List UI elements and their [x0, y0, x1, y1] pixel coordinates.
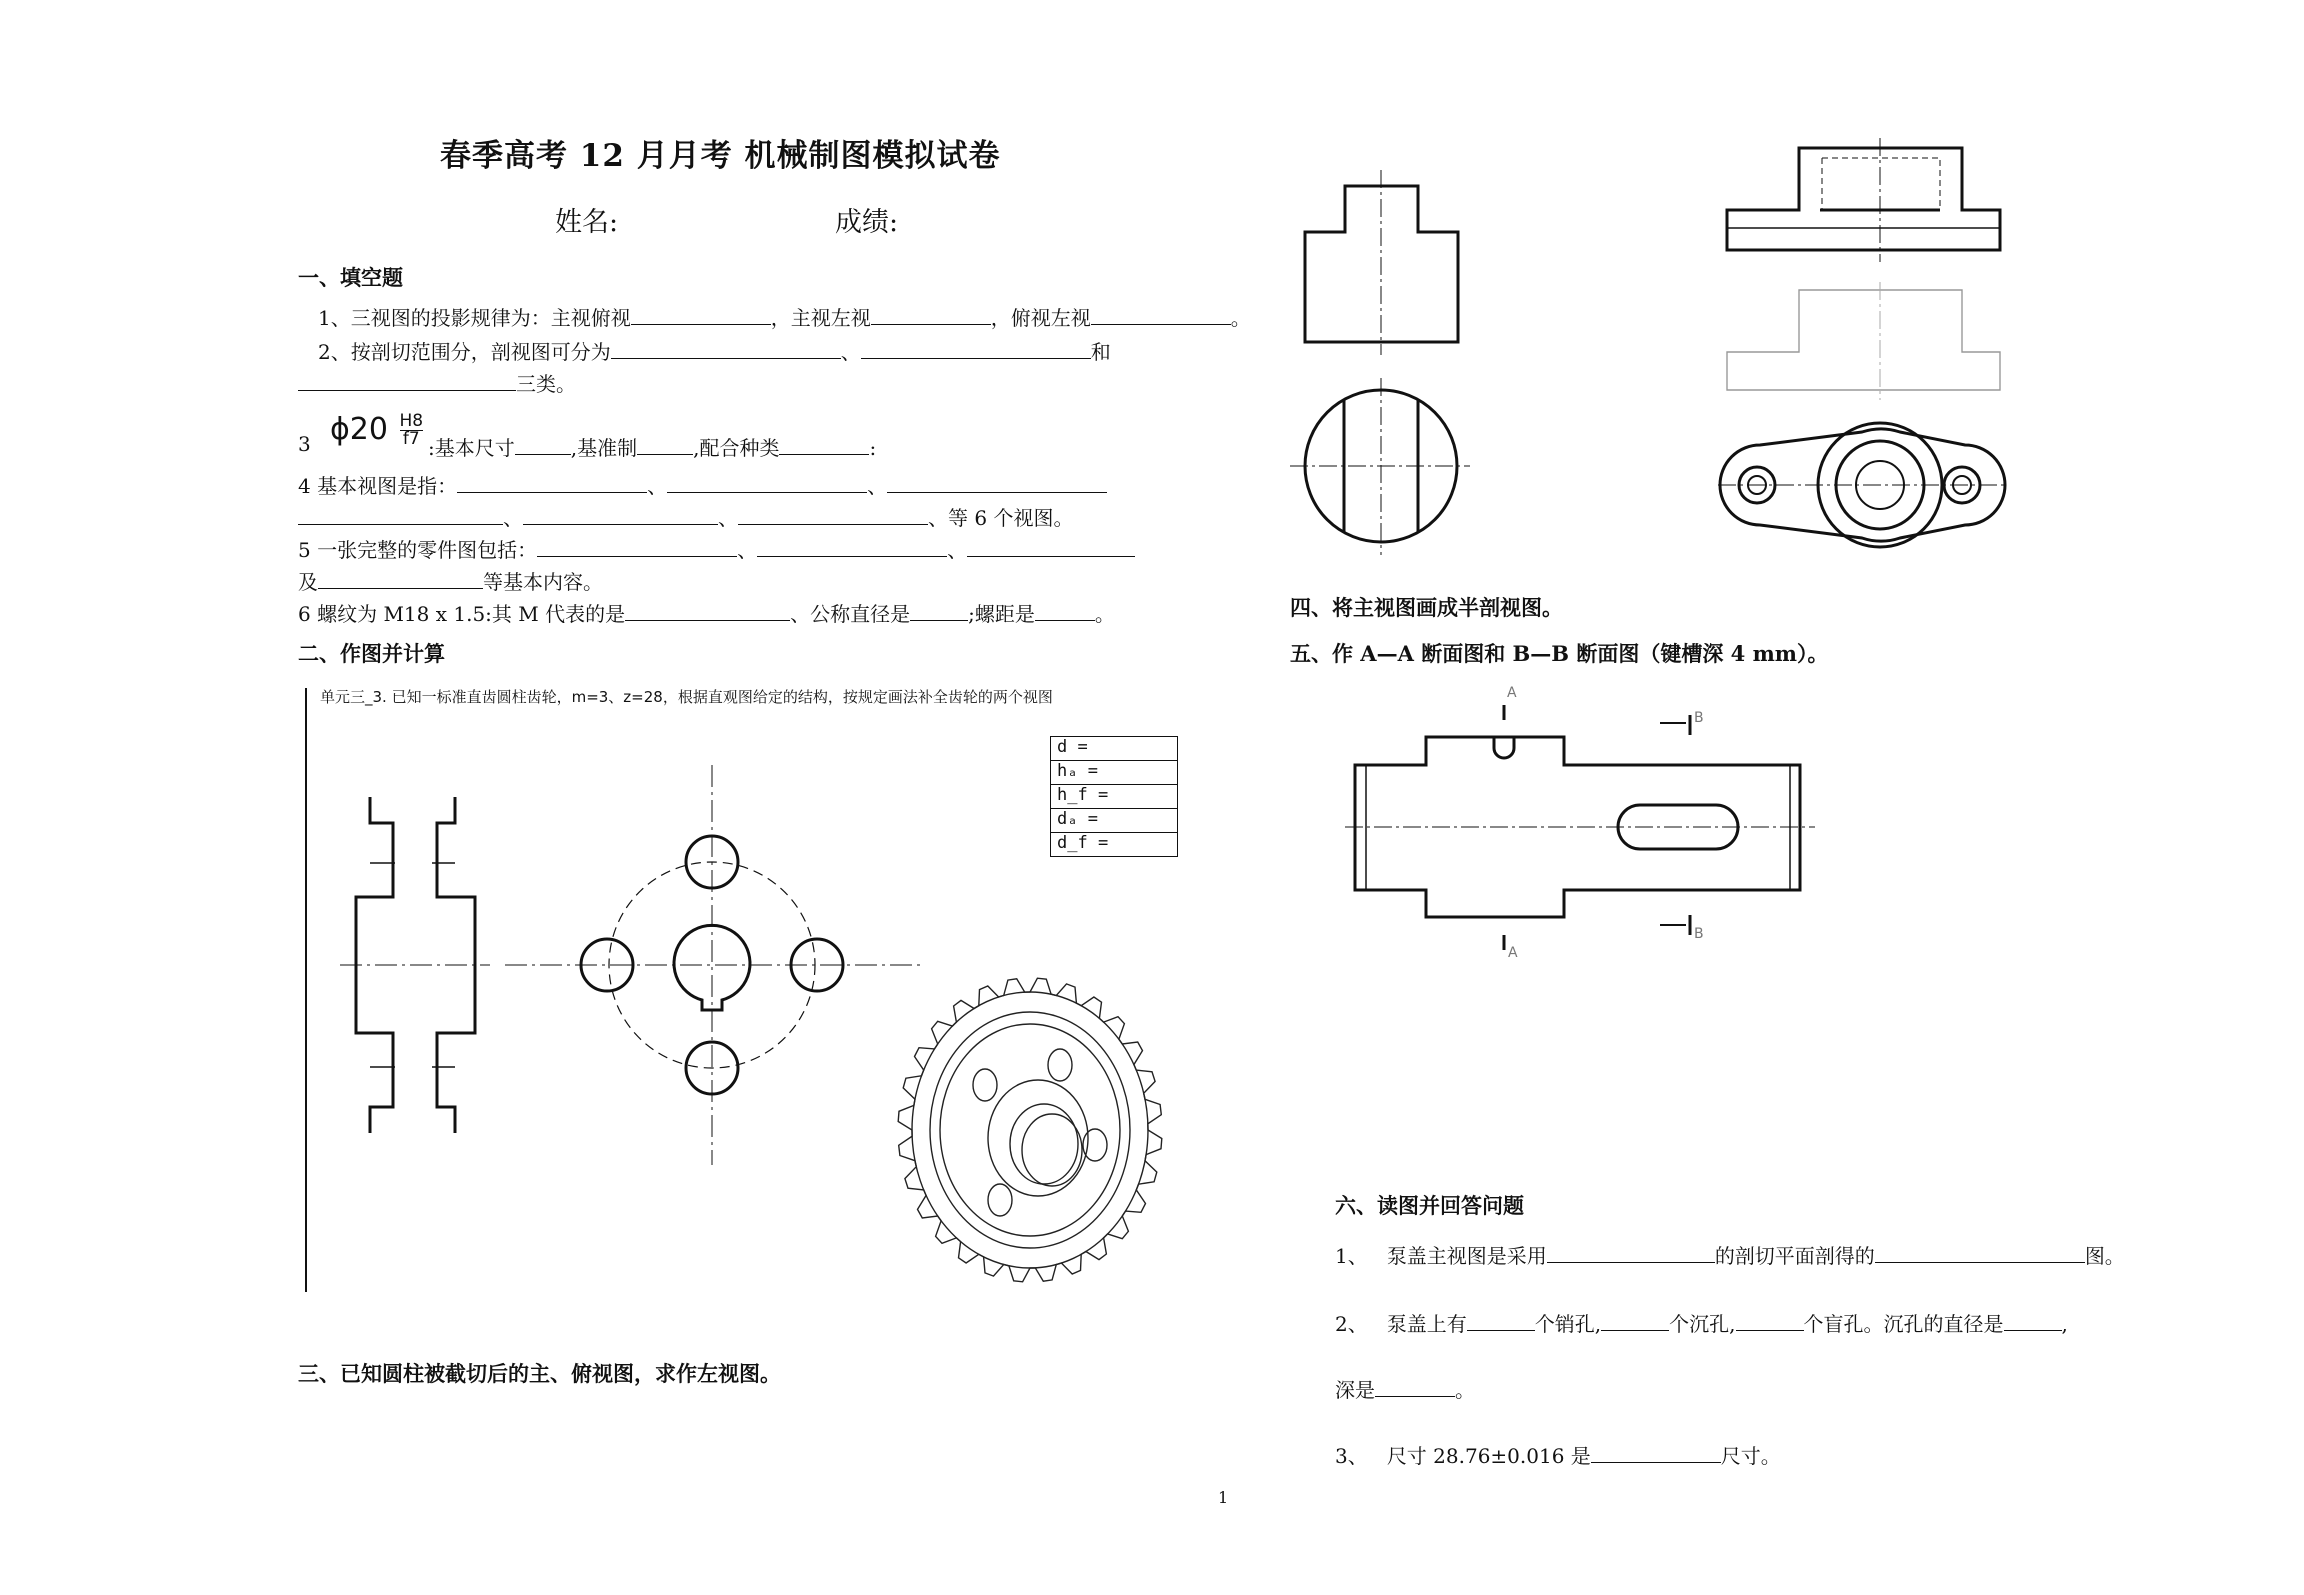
score-label: 成绩: [835, 207, 899, 238]
section5-heading: 五、作 A—A 断面图和 B—B 断面图（键槽深 4 mm）。 [1290, 641, 1829, 666]
question-1-3-num: 3 [298, 432, 311, 456]
gear-left-view [505, 765, 920, 1165]
section-label-a-top: A [1507, 685, 1517, 701]
page-title: 春季高考 12 月月考 机械制图模拟试卷 [440, 138, 1001, 174]
question-1-4-cont: 、 、 、等 6 个视图。 [298, 502, 1073, 531]
question-1-5-cont: 及 等基本内容。 [298, 570, 603, 594]
question-6-1: 1、 泵盖主视图是采用 的剖切平面剖得的 图。 [1335, 1244, 2125, 1268]
section-label-b-bottom: B [1694, 926, 1704, 942]
question-1-6: 6 螺纹为 M18 x 1.5:其 M 代表的是 、公称直径是 ;螺距是 。 [298, 602, 1115, 626]
gear-isometric-illustration [898, 978, 1162, 1282]
question-1-2: 2、按剖切范围分，剖视图可分为 、 和 [318, 340, 1111, 364]
section1-heading: 一、填空题 [298, 265, 403, 290]
cylinder-cut-views [1290, 170, 1470, 555]
shaft-drawing [1345, 705, 1815, 950]
question-1-5: 5 一张完整的零件图包括： 、 、 [298, 534, 1135, 563]
question-1-2-cont: 三类。 [298, 368, 576, 397]
question-6-2: 2、 泵盖上有 个销孔, 个沉孔, 个盲孔。沉孔的直径是 , [1335, 1312, 2068, 1336]
gear-problem-caption: 单元三_3. 已知一标准直齿圆柱齿轮，m=3、z=28，根据直观图给定的结构，按规定画法补全齿轮的两个视图 [320, 688, 1053, 706]
section2-heading: 二、作图并计算 [298, 641, 445, 666]
page-number: 1 [1218, 1488, 1229, 1507]
table-row[interactable]: h_f = [1050, 784, 1178, 808]
section6-heading: 六、读图并回答问题 [1335, 1193, 1524, 1218]
table-row[interactable]: d = [1050, 736, 1178, 760]
section-label-a-bottom: A [1508, 945, 1518, 961]
section3-heading: 三、已知圆柱被截切后的主、俯视图，求作左视图。 [298, 1361, 781, 1386]
question-6-2-cont: 深是 。 [1335, 1378, 1475, 1402]
gear-problem-figure [306, 688, 1162, 1292]
section4-heading: 四、将主视图画成半剖视图。 [1290, 595, 1563, 620]
question-1-3: :基本尺寸 ,基准制 ,配合种类 : [428, 436, 877, 460]
table-row[interactable]: dₐ = [1050, 808, 1178, 832]
fit-tolerance-symbol: ϕ20 $\frac{H8}{f7}$ [330, 411, 424, 449]
question-1-1: 1、三视图的投影规律为：主视俯视 ，主视左视 ，俯视左视 。 [318, 306, 1251, 330]
table-row[interactable]: d_f = [1050, 832, 1178, 857]
section-label-b-top: B [1694, 710, 1704, 726]
question-6-3: 3、 尺寸 28.76±0.016 是 尺寸。 [1335, 1444, 1781, 1468]
question-1-4: 4 基本视图是指： 、 、 [298, 470, 1107, 499]
name-label: 姓名: [555, 207, 619, 238]
table-row[interactable]: hₐ = [1050, 760, 1178, 784]
flange-half-section-views [1718, 138, 2005, 547]
